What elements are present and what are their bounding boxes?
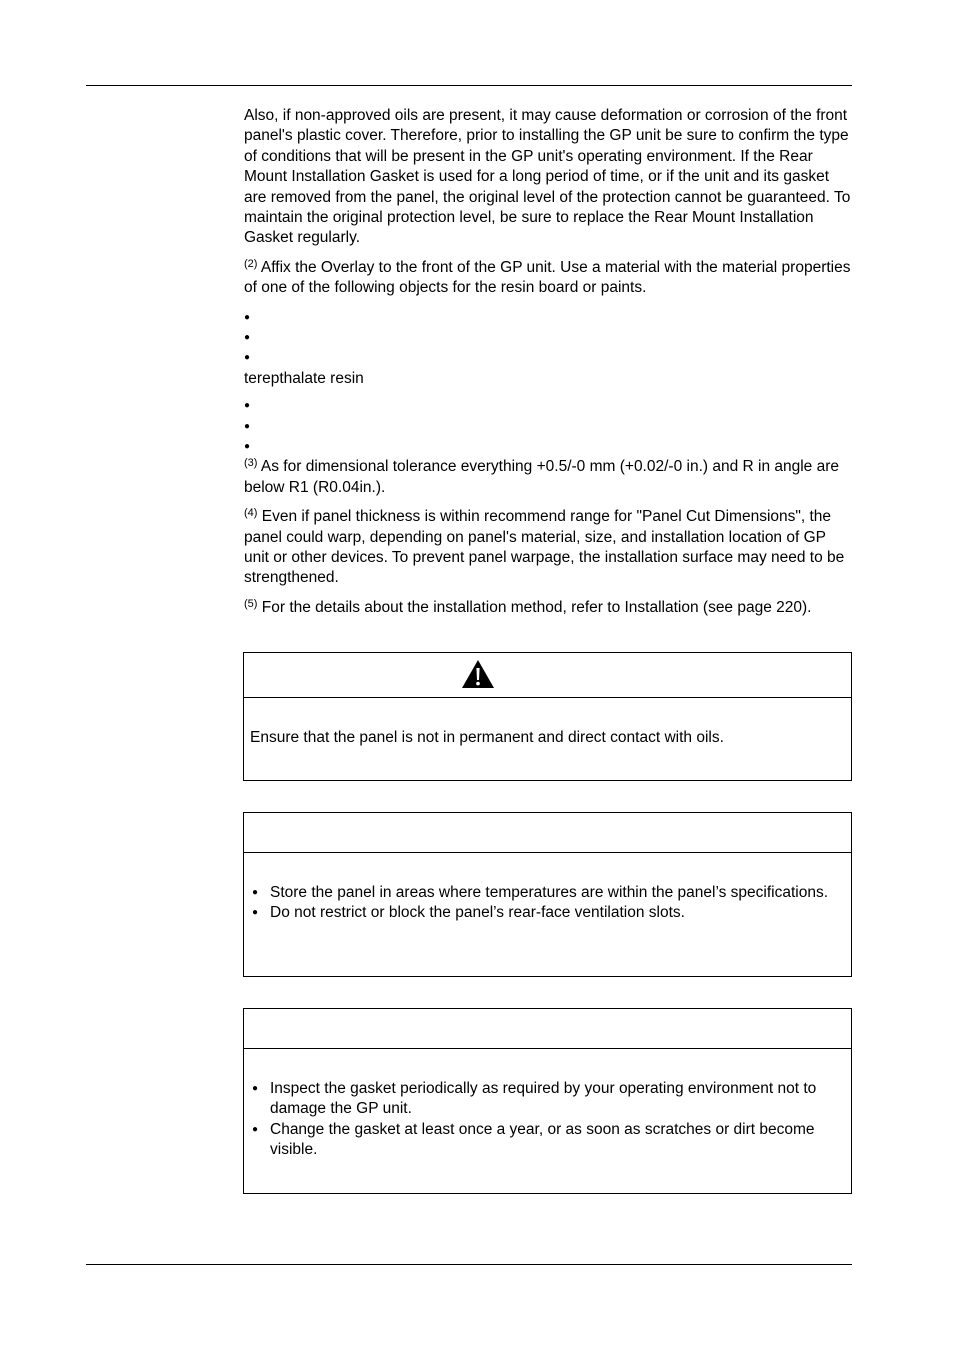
notice-box-header [244,1009,851,1049]
bullet-item [244,396,852,416]
material-bullets-1 [244,308,852,369]
footnote-text: Affix the Overlay to the front of the GP unit. Use a material with the material properties of one of the following objects for the resin board or paints. [244,258,851,297]
material-line: terepthalate resin [244,369,364,387]
header-rule [86,85,852,86]
footnote-marker: (2) [244,257,258,270]
footnote-4 [244,507,852,589]
notice-box-storage [243,812,852,977]
footnote-marker: (4) [244,507,258,520]
footnote-text: Even if panel thickness is within recommend range for "Panel Cut Dimensions", the panel could warp, depending on panel's material, size, and installation location of GP unit or other devices. To prevent panel warpage, the installation surface may need to be strengthened. [244,508,845,587]
notice-item: ● Store the panel in areas where temperatures are within the panel’s specifications. [250,883,844,903]
material-bullets-2 [244,396,852,457]
footnote-2 [244,258,852,299]
bullet-item [244,437,852,457]
footnote-marker: (3) [244,457,258,470]
footnote-text: For the details about the installation method, refer to Installation (see page 220). [257,598,812,616]
warning-triangle-icon [461,659,495,689]
notice-item: ● Do not restrict or block the panel’s rear-face ventilation slots. [250,903,844,923]
notice-item: ● Change the gasket at least once a year, or as soon as scratches or dirt become visible. [250,1120,844,1161]
intro-paragraph: Also, if non-approved oils are present, it may cause deformation or corrosion of the front panel's plastic cover. Therefore, prior to installing the GP unit be sure to confirm the type of conditions that will be present in the GP unit's operating environment. If the Rear Mount Installation Gasket is used for a long period of time, or if the unit and its gasket are removed from the panel, the original level of the protection cannot be guaranteed. To maintain the original protection level, be sure to replace the Rear Mount Installation Gasket regularly. [244,107,851,247]
warning-box-header [244,653,851,698]
bullet-item [244,348,852,368]
notice-item: ● Inspect the gasket periodically as required by your operating environment not to damage the GP unit. [250,1079,844,1120]
footnote-text: As for dimensional tolerance everything +0.5/-0 mm (+0.02/-0 in.) and R in angle are below R1 (R0.04in.). [244,458,840,496]
footnote-marker: (5) [244,597,258,610]
bullet-item [244,308,852,328]
bullet-item [244,328,852,348]
page-content [244,106,852,618]
footer-rule [86,1264,852,1265]
bullet-item [244,417,852,437]
notice-box-header [244,813,851,853]
warning-box [243,652,852,781]
notice-list [250,883,844,924]
warning-message: Ensure that the panel is not in permanent and direct contact with oils. [250,729,724,746]
notice-box-gasket [243,1008,852,1194]
footnote-5 [244,598,852,618]
notice-list [250,1079,844,1161]
footnote-3 [244,457,852,498]
